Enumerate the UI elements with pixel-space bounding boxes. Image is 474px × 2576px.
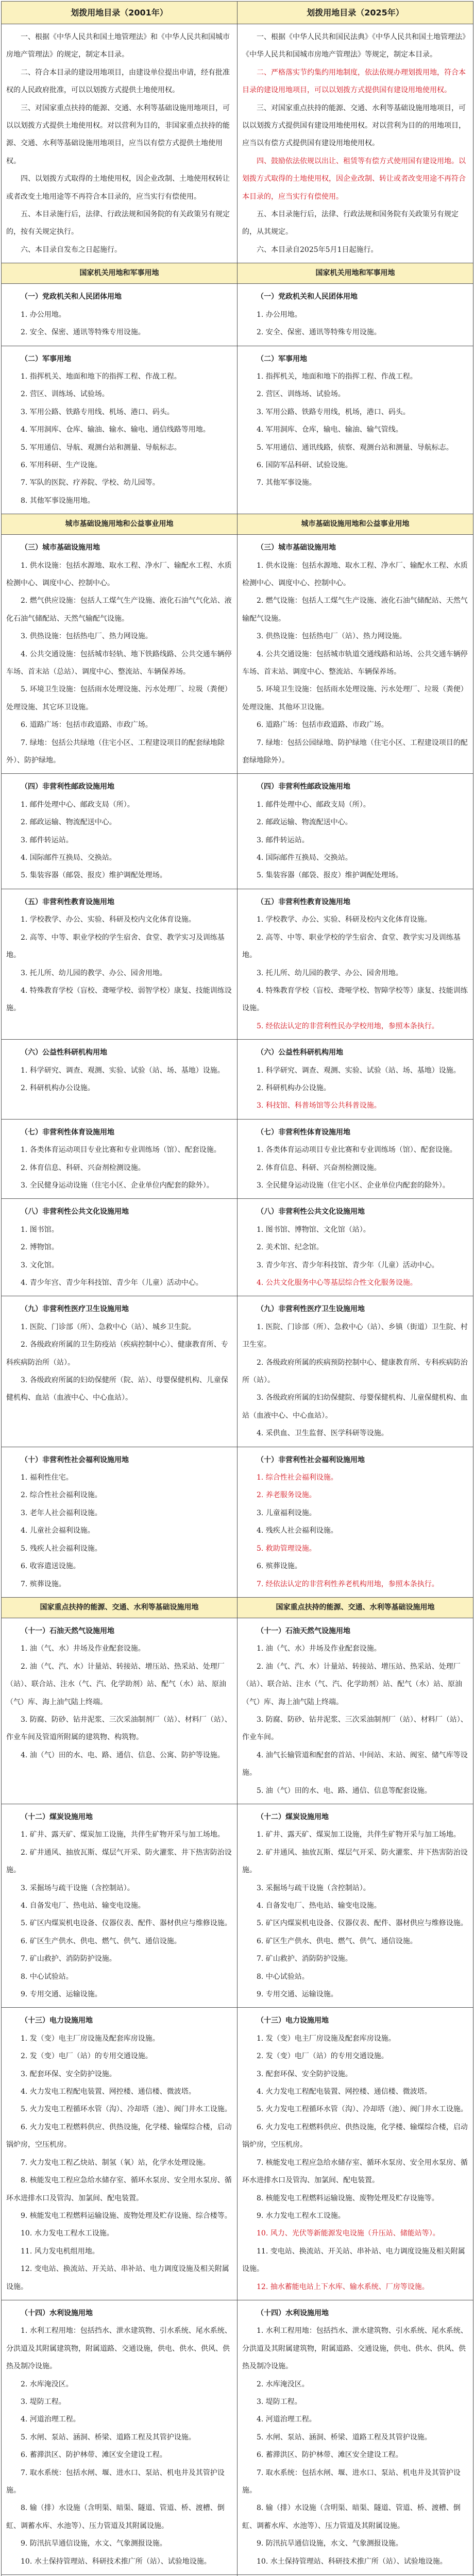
clause-line: （十一）石油天然气设施用地 — [21, 1626, 114, 1635]
clause-line: 10. 水土保持管理站、科研技术推广所（站）、试验地设施。 — [257, 2557, 447, 2566]
clause-line: 三、对国家重点扶持的能源、交通、水利等基础设施用地项目，可以以划拨方式提供国有建设用地使用权。对以营利为目的的用地项目，应当以有偿方式提供国有建设用地使用权。 — [242, 104, 466, 148]
clause-line: 六、本目录自2025年5月1日起施行。 — [257, 245, 378, 254]
clause-line: 4. 火力发电工程配电装置、网控楼、通信楼、微波塔。 — [21, 2088, 196, 2096]
clause-line: 9. 防汛抗旱通信设施，水文、气象测报设施。 — [257, 2539, 403, 2548]
clause-line: 6. 火力发电工程燃料供应、供热设施，化学楼、输煤综合楼，启动锅炉房，空压机房。 — [6, 2123, 232, 2149]
clause-line: 1. 学校教学、办公、实验、科研及校内文化体育设施。 — [257, 916, 432, 924]
clause-line: 3. 青少年宫、青少年科技馆、青少年（儿童）活动中心。 — [257, 1261, 439, 1269]
clause-line: 3. 科技馆、科普场馆等公共科普设施。 — [257, 1101, 381, 1110]
clause-line: 2. 科研机构办公设施。 — [257, 1083, 331, 1092]
right-cell — [238, 1447, 473, 1597]
clause-line: 2. 邮政运输、物流配送中心。 — [257, 818, 352, 827]
clause-line: 11. 变电站、换流站、开关站、串补站、电力调度设施及相关附属设施。 — [242, 2247, 465, 2274]
clause-line: 2. 综合性社会福利设施。 — [21, 1491, 102, 1500]
clause-line: （一）党政机关和人民团体用地 — [21, 293, 122, 301]
section-band-row — [2, 1597, 473, 1618]
clause-line: 6. 蓄滞洪区、防护林带、滩区安全建设工程。 — [21, 2451, 167, 2460]
clause-line: （七）非营利性体育设施用地 — [257, 1128, 350, 1137]
right-cell — [238, 24, 473, 263]
clause-line: 7. 取水系统：包括水闸、堰、进水口、泵站、机电井及其管护设施。 — [6, 2468, 225, 2495]
clause-line: （十三）电力设施用地 — [257, 2016, 329, 2025]
clause-line: 5. 救助管理设施。 — [257, 1544, 316, 1553]
clause-row — [2, 2008, 473, 2300]
clause-line: （十二）煤炭设施用地 — [257, 1812, 329, 1821]
clause-line: （二）军事用地 — [21, 354, 71, 363]
clause-line: 三、对国家重点扶持的能源、交通、水利等基础设施用地项目，可以以划拨方式提供土地使用权。对以营利为目的，非国家重点扶持的能源、交通、水利等基础设施用地项目，应当以有偿方式提供土地使用权。 — [6, 104, 230, 165]
clause-line: 12. 变电站、换流站、开关站、串补站、电力调度设施及相关附属设施。 — [6, 2265, 229, 2291]
clause-line: 1. 医院、门诊部（所）、急救中心（站）、城乡卫生院。 — [21, 1323, 196, 1331]
clause-line: 6. 道路广场：包括市政道路、市政广场。 — [257, 721, 388, 730]
clause-line: 4. 公共交通设施：包括城市轨道交通线路和站场、公共交通车辆停车场、首末站、调度中心、整流站、车辆保养场。 — [242, 650, 468, 676]
section-band-right: 城市基础设施用地和公益事业用地 — [238, 514, 473, 535]
clause-row — [2, 889, 473, 1039]
right-cell — [238, 2300, 473, 2574]
clause-line: （五）非营利性教育设施用地 — [21, 897, 114, 906]
clause-line: 3. 邮件转运站。 — [257, 836, 309, 844]
left-cell — [2, 1296, 238, 1447]
left-cell — [2, 346, 238, 514]
clause-line: （七）非营利性体育设施用地 — [21, 1128, 114, 1137]
clause-line: 8. 中心试验站。 — [21, 1972, 73, 1981]
clause-line: 1. 医院、门诊部（所）、急救中心（站）、乡镇（街道）卫生院、村卫生室。 — [242, 1323, 468, 1349]
clause-line: 2. 矿井通风、抽放瓦斯、煤层气开采、防火灌浆、井下热害防治设施。 — [6, 1848, 232, 1875]
clause-line: 4. 青少年宫、青少年科技馆、青少年（儿童）活动中心。 — [21, 1279, 203, 1287]
clause-line: 4. 自备发电厂、热电站、输变电设施。 — [21, 1902, 145, 1910]
clause-line: 2. 矿井通风、抽放瓦斯、煤层气开采、防火灌浆、井下热害防治设施。 — [242, 1848, 468, 1875]
clause-line: 1. 综合性社会福利设施。 — [257, 1473, 338, 1482]
left-cell — [2, 774, 238, 889]
clause-line: 4. 火力发电工程配电装置、网控楼、通信楼、微波塔。 — [257, 2088, 432, 2096]
clause-line: 一、根据《中华人民共和国土地管理法》和《中华人民共和国城市房地产管理法》的规定，制定本目录。 — [6, 33, 230, 59]
clause-line: 五、本目录施行后，法律、行政法规和国务院有关政策另有规定的，从其规定。 — [242, 210, 459, 236]
clause-line: 8. 输（排）水设施（含明渠、暗渠、隧道、管道、桥、渡槽、倒虹、调蓄水库、水池等）、压力管道及其附属设施。 — [242, 2504, 461, 2530]
clause-line: 1. 指挥机关、地面和地下的指挥工程、作战工程。 — [21, 372, 181, 381]
clause-line: 2. 各级政府所属的卫生防疫站（疾病控制中心）、健康教育所、专科疾病防治所（站）。 — [6, 1341, 228, 1367]
clause-line: （十一）石油天然气设施用地 — [257, 1626, 350, 1635]
right-cell — [238, 346, 473, 514]
clause-line: 一、根据《中华人民共和国民法典》《中华人民共和国土地管理法》《中华人民共和国城市房地产管理法》等规定，制定本目录。 — [242, 33, 466, 59]
clause-line: 1. 水利工程用地：包括挡水、泄水建筑物、引水系统、尾水系统、分洪道及其附属建筑物，附属道路、交通设施，供电、供水、供风、供热及制冷设施。 — [6, 2327, 232, 2371]
clause-line: 9. 水力发电工程水工设施。 — [257, 2211, 345, 2220]
clause-line: （十）非营利性社会福利设施用地 — [21, 1455, 129, 1464]
clause-line: 6. 矿区生产供水、供电、燃气、供气、通信设施。 — [21, 1937, 181, 1945]
clause-line: （十四）水利设施用地 — [21, 2309, 93, 2317]
clause-line: （九）非营利性医疗卫生设施用地 — [21, 1305, 129, 1314]
clause-line: 六、本目录自发布之日起施行。 — [21, 245, 122, 254]
clause-line: 4. 国际邮件互换局、交换站。 — [21, 854, 116, 862]
clause-line: 12. 抽水蓄能电站上下水库、输水系统、厂房等设施。 — [257, 2282, 429, 2291]
left-cell — [2, 284, 238, 346]
clause-line: 五、本目录施行后，法律、行政法规和国务院的有关政策另有规定的，按有关规定执行。 — [6, 210, 230, 236]
clause-line: 4. 油（气）田的水、电、路、通信、信息、公寓、防护等设施。 — [21, 1751, 225, 1759]
right-cell — [238, 535, 473, 774]
clause-line: 3. 采掘场与疏干设施（含控制站）。 — [257, 1884, 370, 1892]
clause-line: 9. 专用交通、运输设施。 — [21, 1990, 102, 1999]
clause-line: 3. 各级政府所属的妇幼保健所（院、站）、母婴保健机构、儿童保健机构、血站（血液中心、中心血站）。 — [6, 1376, 228, 1402]
clause-line: 1. 油（气、水）井场及作业配套设施。 — [21, 1645, 145, 1653]
clause-line: 1. 科学研究、调查、观测、实验、试验（站、场、基地）设施。 — [21, 1066, 225, 1075]
clause-line: （五）非营利性教育设施用地 — [257, 897, 350, 906]
left-cell — [2, 889, 238, 1039]
clause-line: 3. 供热设施：包括热电厂、热力网设施。 — [21, 632, 153, 641]
clause-line: （十）非营利性社会福利设施用地 — [257, 1455, 365, 1464]
clause-line: 4. 河道治理工程。 — [257, 2415, 316, 2424]
clause-line: 3. 供热设施：包括热电厂（站）、热力网设施。 — [257, 632, 407, 641]
clause-line: 6. 殡葬设施。 — [257, 1562, 302, 1571]
clause-line: 1. 图书馆。 — [21, 1225, 59, 1234]
clause-line: 2. 营区、训练场、试验场。 — [21, 390, 109, 399]
clause-line: 2. 水库淹没区。 — [257, 2380, 309, 2388]
clause-line: 二、符合本目录的建设用地项目，由建设单位提出申请，经有批准权的人民政府批准，可以以划拨方式提供土地使用权。 — [6, 68, 230, 95]
clause-line: 5. 矿区内煤炭机电设备、仪器仪表、配件、器材供应与维修设施。 — [21, 1919, 232, 1928]
left-cell — [2, 1040, 238, 1120]
clause-line: 1. 科学研究、调查、观测、实验、试验（站、场、基地）设施。 — [257, 1066, 461, 1075]
clause-line: 7. 火力发电工程乙炔站、制氢（氧）站，化学水处理设施。 — [21, 2158, 210, 2167]
right-cell — [238, 1040, 473, 1120]
left-cell — [2, 1804, 238, 2007]
clause-line: 2. 营区、训练场、试验场。 — [257, 390, 345, 399]
clause-line: 3. 防腐、防砂、钻井泥浆、三次采油制剂厂（站）、材料厂（站）、作业车间。 — [242, 1715, 468, 1742]
clause-line: 4. 特殊教育学校（盲校、聋哑学校、智障学校等）康复、技能训练设施。 — [242, 986, 468, 1013]
clause-line: 4. 河道治理工程。 — [21, 2415, 80, 2424]
clause-line: 7. 绿地：包括公共绿地（住宅小区、工程建设项目的配套绿地除外）、防护绿地。 — [6, 738, 225, 765]
clause-row — [2, 1618, 473, 1804]
right-cell — [238, 1296, 473, 1447]
clause-line: 3. 托儿所、幼儿园的教学、办公、园舍用地。 — [21, 969, 167, 977]
clause-line: 10. 水力发电工程水工设施。 — [21, 2229, 114, 2238]
clause-line: 5. 火力发电工程循环水管（沟）、冷却塔（池）、阀门井水工设施。 — [257, 2105, 468, 2114]
clause-line: 1. 指挥机关，地面和地下的指挥工程、作战工程。 — [257, 372, 417, 381]
clause-line: 1. 各类体育运动项目专业比赛和专业训练场（馆）、配套设施。 — [21, 1146, 221, 1155]
clause-line: 6. 火力发电工程燃料供应、供热设施，化学楼、输煤综合楼，启动锅炉房，空压机房。 — [242, 2123, 468, 2149]
clause-line: 1. 水利工程用地：包括挡水、泄水建筑物、引水系统、尾水系统、分洪道及其附属建筑物，附属道路、交通设施，供电、供水、供风、供热及制冷设施。 — [242, 2327, 468, 2371]
clause-line: 8. 输（排）水设施（含明渠、暗渠、隧道、管道、桥、渡槽、倒虹、调蓄水库、水池等）、压力管道及其附属设施。 — [6, 2504, 225, 2530]
clause-line: 2. 燃气供应设施：包括人工煤气生产设施、液化石油气气化站、液化石油气储配站、天然气输配气设施。 — [6, 597, 232, 623]
clause-line: 11. 风力发电机组用地。 — [21, 2247, 99, 2256]
section-band-left: 国家重点扶持的能源、交通、水利等基础设施用地 — [2, 1597, 238, 1618]
clause-line: （三）城市基础设施用地 — [21, 544, 100, 552]
clause-line: 7. 核能发电工程应急给水储存室、循环水泵房、安全用水泵房、循环水进排水口及管沟、加氯间、配电装置。 — [242, 2158, 468, 2185]
right-cell — [238, 1199, 473, 1296]
clause-line: 2. 油（气、汽、水）计量站、转接站、增压站、热采站、处理厂（站）、联合站、注水（气、汽、化学助剂）站、配气（水）站、原油（气）库、海上油气陆上终端。 — [242, 1662, 462, 1706]
clause-line: 5. 矿区内煤炭机电设备、仪器仪表、配件、器材供应与维修设施。 — [257, 1919, 468, 1928]
section-band-row — [2, 263, 473, 284]
clause-line: 1. 邮件处理中心、邮政支局（所）。 — [21, 800, 134, 809]
clause-line: 1. 发（变）电主厂房设施及配套库房设施。 — [257, 2034, 396, 2043]
section-band-right: 国家重点扶持的能源、交通、水利等基础设施用地 — [238, 1597, 473, 1618]
left-cell — [2, 24, 238, 263]
clause-line: 2. 燃气设施：包括人工煤气生产设施、液化石油气储配站、天然气输配气设施。 — [242, 597, 468, 623]
clause-line: 4. 采供血、卫生监督、医学科研等设施。 — [257, 1429, 388, 1438]
clause-line: 5. 集装容器（邮袋、报皮）维护调配处理场。 — [21, 871, 167, 880]
clause-line: 10. 水土保持管理站、科研技术推广所（站）、试验地设施。 — [21, 2557, 211, 2566]
clause-line: 2. 安全、保密、通讯等特殊专用设施。 — [257, 328, 381, 337]
clause-line: 3. 堤防工程。 — [257, 2397, 302, 2406]
clause-line: 1. 邮件处理中心、邮政支局（所）。 — [257, 800, 370, 809]
clause-row — [2, 774, 473, 889]
left-cell — [2, 1447, 238, 1597]
clause-row — [2, 284, 473, 346]
clause-line: 1. 油（气、水）井场及作业配套设施。 — [257, 1645, 381, 1653]
clause-line: 1. 供水设施：包括水源地、取水工程、净水厂、输配水工程、水质检测中心、调度中心、控制中心。 — [242, 561, 468, 587]
clause-line: 7. 军队的医院、疗养院、学校、幼儿园等。 — [21, 479, 160, 487]
clause-line: 2. 养老服务设施。 — [257, 1491, 316, 1500]
clause-line: 9. 核能发电工程燃料运输设施、废物处理及贮存设施、综合楼等。 — [21, 2211, 232, 2220]
clause-line: 4. 公共交通设施：包括城市轻轨、地下铁路线路、公共交通车辆停车场、首末站（总站）、调度中心、整流站、车辆保养场。 — [6, 650, 232, 676]
clause-line: 2. 体育信息、科研、兴奋剂检测设施。 — [257, 1163, 381, 1172]
clause-line: 2. 油（气、汽、水）计量站、转接站、增压站、热采站、处理厂（站）、联合站、注水（气、汽、化学助剂）站、配气（水）站、原油（气）库、海上油气陆上终端。 — [6, 1662, 226, 1706]
clause-line: 四、鼓励依法依规以出让、租赁等有偿方式使用国有建设用地。以划拨方式取得的土地使用权，因企业改制、转让或者改变用途不再符合本目录的，应当实行有偿使用。 — [242, 157, 466, 201]
clause-line: 2. 各级政府所属的疾病预防控制中心、健康教育所、专科疾病防治所（站）。 — [242, 1358, 468, 1385]
comparison-body — [2, 2, 473, 2576]
clause-line: 2. 美术馆、纪念馆。 — [257, 1243, 324, 1252]
clause-line: （四）非营利性邮政设施用地 — [257, 783, 350, 791]
right-cell — [238, 2008, 473, 2300]
section-band-right: 国家机关用地和军事用地 — [238, 263, 473, 284]
clause-row — [2, 1119, 473, 1199]
left-cell — [2, 2008, 238, 2300]
clause-line: 1. 供水设施：包括水源地、取水工程、净水厂、输配水工程、水质检测中心、调度中心、控制中心。 — [6, 561, 232, 587]
left-cell — [2, 535, 238, 774]
clause-line: 3. 各级政府所属的妇幼保健院、母婴保健机构、儿童保健机构、血站（血液中心、中心血站）。 — [242, 1394, 468, 1420]
clause-line: （十四）水利设施用地 — [257, 2309, 329, 2317]
clause-line: 6. 收容遣送设施。 — [21, 1562, 80, 1571]
header-right: 划拨用地目录（2025年） — [238, 2, 473, 24]
right-cell — [238, 889, 473, 1039]
clause-line: 1. 各类体育运动项目专业比赛和专业训练场（馆）、配套设施。 — [257, 1146, 457, 1155]
clause-line: 7. 绿地：包括公园绿地、防护绿地（住宅小区、工程建设项目的配套绿地除外）。 — [242, 738, 468, 765]
clause-line: （九）非营利性医疗卫生设施用地 — [257, 1305, 365, 1314]
left-cell — [2, 1119, 238, 1199]
left-cell — [2, 1199, 238, 1296]
clause-line: 3. 配套环保、安全防护设施。 — [257, 2070, 352, 2078]
clause-line: 5. 环境卫生设施：包括雨水处理设施、污水处理厂、垃圾（粪便）处理设施、其它环卫设施。 — [6, 685, 232, 711]
right-cell — [238, 1119, 473, 1199]
clause-line: 8. 核能发电工程应急给水储存室、循环水泵房、安全用水泵房、循环水进排水口及管沟、加氯间、配电装置。 — [6, 2176, 232, 2202]
clause-line: 5. 军用通信、导航、观测台站和测量、导航标志。 — [21, 443, 181, 452]
clause-row — [2, 24, 473, 263]
clause-line: 1. 图书馆、博物馆、文化馆（站）。 — [257, 1225, 370, 1234]
clause-line: （六）公益性科研机构用地 — [257, 1048, 343, 1057]
clause-line: （十二）煤炭设施用地 — [21, 1812, 93, 1821]
clause-line: （六）公益性科研机构用地 — [21, 1048, 107, 1057]
clause-line: （三）城市基础设施用地 — [257, 544, 336, 552]
clause-line: 8. 核能发电工程燃料运输设施、废物处理及贮存设施等。 — [257, 2194, 439, 2202]
right-cell — [238, 774, 473, 889]
header-row — [2, 2, 473, 24]
clause-line: 5. 油（气）田的水、电、路、通信、信息等配套设施。 — [257, 1786, 432, 1795]
clause-line: 1. 福利性住宅。 — [21, 1473, 73, 1482]
clause-row — [2, 1296, 473, 1447]
right-cell — [238, 284, 473, 346]
clause-line: 1. 矿井、露天矿、煤炭加工设施，共伴生矿物开采与加工场地。 — [257, 1831, 461, 1839]
clause-line: 3. 军用公路、铁路专用线，机场，港口、码头。 — [257, 408, 410, 416]
clause-line: 5. 环境卫生设施：包括雨水处理设施、污水处理厂、垃圾（粪便）处理设施、其他环卫设施。 — [242, 685, 468, 711]
clause-line: 2. 水库淹没区。 — [21, 2380, 73, 2388]
clause-line: 8. 中心试验站。 — [257, 1972, 309, 1981]
clause-line: 3. 儿童福利设施。 — [257, 1509, 316, 1517]
clause-line: （一）党政机关和人民团体用地 — [257, 293, 358, 301]
clause-line: 4. 军用洞库、仓库，输电、输油、输气管线。 — [257, 426, 403, 434]
clause-line: 4. 公共文化服务中心等基层综合性文化服务设施。 — [257, 1279, 417, 1287]
clause-line: 6. 军用科研、生产设施。 — [21, 461, 102, 469]
clause-line: 2. 安全、保密、通讯等特殊专用设施。 — [21, 328, 145, 337]
clause-line: 3. 邮件转运站。 — [21, 836, 73, 844]
clause-line: 5. 水闸、泵站、涵洞、桥梁、道路工程及其管护设施。 — [21, 2433, 196, 2442]
clause-line: 2. 邮政运输、物流配送中心。 — [21, 818, 116, 827]
comparison-table — [1, 1, 473, 2576]
clause-line: 7. 其他军事设施。 — [257, 479, 316, 487]
clause-line: 6. 道路广场：包括市政道路、市政广场。 — [21, 721, 153, 730]
right-cell — [238, 1804, 473, 2007]
clause-row — [2, 1804, 473, 2007]
clause-row — [2, 535, 473, 774]
clause-row — [2, 1040, 473, 1120]
clause-line: （十三）电力设施用地 — [21, 2016, 93, 2025]
clause-line: 4. 军用洞库、仓库、输油、输水、输电、通信线路等用地。 — [21, 426, 210, 434]
clause-line: 2. 发（变）电厂（站）的专用交通设施。 — [21, 2052, 153, 2061]
clause-line: 3. 全民健身运动设施（住宅小区、企业单位内配套的除外）。 — [21, 1181, 214, 1190]
clause-line: 5. 集装容器（邮袋、报皮）维护调配处理场。 — [257, 871, 403, 880]
header-left: 划拨用地目录（2001年） — [2, 2, 238, 24]
clause-line: 4. 残疾人社会福利设施。 — [257, 1527, 338, 1535]
clause-line: 四、以划拨方式取得的土地使用权，因企业改制、土地使用权转让或者改变土地用途等不再符合本目录的，应当实行有偿使用。 — [6, 175, 230, 201]
clause-line: 4. 国际邮件互换局、交换站。 — [257, 854, 352, 862]
clause-line: 7. 取水系统：包括水闸、堰、进水口、泵站、机电井及其管护设施。 — [242, 2468, 461, 2495]
clause-line: 7. 殡葬设施。 — [21, 1580, 66, 1588]
clause-line: 4. 自备发电厂、热电站、输变电设施。 — [257, 1902, 381, 1910]
clause-line: 7. 经依法认定的非营利性养老机构用地，参照本条执行。 — [257, 1580, 439, 1588]
clause-line: 3. 全民健身运动设施（住宅小区、企业单位内配套的除外）。 — [257, 1181, 450, 1190]
clause-line: 2. 高等、中等、职业学校的学生宿舍、食堂、教学实习及训练基地。 — [6, 933, 225, 960]
section-band-left: 国家机关用地和军事用地 — [2, 263, 238, 284]
clause-line: （四）非营利性邮政设施用地 — [21, 783, 114, 791]
clause-line: 3. 老年人社会福利设施。 — [21, 1509, 102, 1517]
clause-row — [2, 346, 473, 514]
clause-line: （八）非营利性公共文化设施用地 — [21, 1208, 129, 1216]
section-band-left: 城市基础设施用地和公益事业用地 — [2, 514, 238, 535]
clause-row — [2, 1199, 473, 1296]
clause-line: 7. 矿山救护、消防防护设施。 — [21, 1955, 116, 1963]
clause-line: 2. 发（变）电厂（站）的专用交通设施。 — [257, 2052, 388, 2061]
clause-line: 3. 堤防工程。 — [21, 2397, 66, 2406]
clause-line: 1. 办公用地。 — [257, 310, 302, 319]
clause-line: 1. 矿井、露天矿、煤炭加工设施，共伴生矿物开采与加工场地。 — [21, 1831, 225, 1839]
clause-line: 5. 火力发电工程循环水管（沟）、冷却塔（池）、阀门井水工设施。 — [21, 2105, 232, 2114]
clause-line: 5. 残疾人社会福利设施。 — [21, 1544, 102, 1553]
clause-line: 2. 体育信息、科研、兴奋剂检测设施。 — [21, 1163, 145, 1172]
clause-line: 5. 经依法认定的非营利性民办学校用地，参照本条执行。 — [257, 1022, 439, 1030]
clause-row — [2, 2300, 473, 2574]
right-cell — [238, 1618, 473, 1804]
clause-line: 5. 军用通信、通讯线路，侦察、观测台站和测量、导航标志。 — [257, 443, 453, 452]
clause-line: 10. 风力、光伏等新能源发电设施（升压站、储能站等）。 — [257, 2229, 440, 2238]
clause-row — [2, 1447, 473, 1597]
left-cell — [2, 1618, 238, 1804]
clause-line: 6. 国防军品科研、试验设施。 — [257, 461, 352, 469]
left-cell — [2, 2300, 238, 2574]
clause-line: 6. 蓄滞洪区、防护林带、滩区安全建设工程。 — [257, 2451, 403, 2460]
clause-line: 9. 专用交通、运输设施。 — [257, 1990, 338, 1999]
clause-line: 4. 儿童社会福利设施。 — [21, 1527, 95, 1535]
clause-line: （二）军事用地 — [257, 354, 307, 363]
clause-line: 8. 其他军事设施用地。 — [21, 496, 95, 505]
clause-line: 3. 托儿所、幼儿园的教学、办公、园舍用地。 — [257, 969, 403, 977]
clause-line: 1. 学校教学、办公、实验、科研及校内文化体育设施。 — [21, 916, 196, 924]
clause-line: 3. 配套环保、安全防护设施。 — [21, 2070, 116, 2078]
clause-line: 6. 矿区生产供水、供电、燃气、供气、通信设施。 — [257, 1937, 417, 1945]
clause-line: 2. 科研机构办公设施。 — [21, 1083, 95, 1092]
clause-line: 4. 油气长输管道和配套的首站、中间站、末站、阀室、储气库等设施。 — [242, 1751, 468, 1777]
clause-line: 1. 办公用地。 — [21, 310, 66, 319]
clause-line: 3. 防腐、防砂、钻井泥浆、三次采油制剂厂（站）、材料厂（站）、作业车间及管道所附属的建筑物、构筑物。 — [6, 1715, 232, 1742]
clause-line: 7. 矿山救护、消防防护设施。 — [257, 1955, 352, 1963]
clause-line: 4. 特殊教育学校（盲校、聋哑学校、弱智学校）康复、技能训练设施。 — [6, 986, 232, 1013]
clause-line: （八）非营利性公共文化设施用地 — [257, 1208, 365, 1216]
clause-line: 2. 博物馆。 — [21, 1243, 59, 1252]
clause-line: 3. 军用公路、铁路专用线、机场、港口、码头。 — [21, 408, 174, 416]
clause-line: 5. 水闸、泵站、涵洞、桥梁、道路工程及其管护设施。 — [257, 2433, 432, 2442]
clause-line: 9. 防汛抗旱通信设施，水文、气象测报设施。 — [21, 2539, 167, 2548]
clause-line: 二、严格落实节约集约用地制度，依法依规办理划拨用地，符合本目录的建设用地项目，可以以划拨方式提供国有建设用地使用权。 — [242, 68, 466, 95]
section-band-row — [2, 514, 473, 535]
clause-line: 3. 采掘场与疏干设施（含控制站）。 — [21, 1884, 134, 1892]
clause-line: 3. 文化馆。 — [21, 1261, 59, 1269]
clause-line: 1. 发（变）电主厂房设施及配套库房设施。 — [21, 2034, 160, 2043]
clause-line: 2. 高等、中等、职业学校的学生宿舍、食堂、教学实习及训练基地。 — [242, 933, 461, 960]
